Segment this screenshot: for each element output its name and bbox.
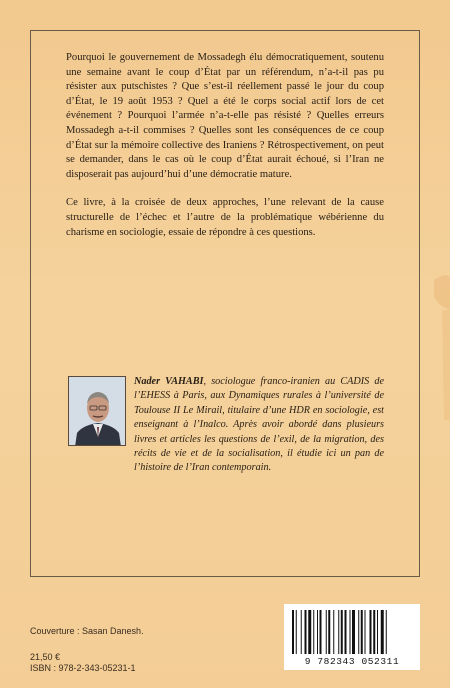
barcode-number: 9 782343 052311	[304, 656, 400, 667]
barcode	[284, 604, 420, 670]
price-isbn-block	[30, 652, 136, 674]
back-cover-blurb	[66, 51, 384, 254]
cover-credit: Couverture : Sasan Danesh.	[30, 626, 144, 636]
author-bio-text: , sociologue franco-iranien au CADIS de l’EHESS à Paris, aux Dynamiques rurales à l’université de Toulouse II Le Mirail, titulaire d’une HDR en sociologie, est enseignant à l’Inalco. Après avoir abordé dans plusieurs livres et articles les questions de l’exil, de la migration, des récits de vie et de la socialisation, il étudie ici un pan de l’histoire de l’Iran contemporain.	[134, 376, 384, 474]
author-photo	[68, 376, 126, 446]
decorative-column-icon	[420, 270, 450, 420]
author-bio	[134, 375, 384, 476]
author-name: Nader VAHABI	[134, 376, 204, 387]
author-portrait-image	[69, 377, 126, 446]
blurb-paragraph-1: Pourquoi le gouvernement de Mossadegh élu démocratiquement, soutenu une semaine avant le coup d’État par un référendum, n’a-t-il pas pu résister aux putschistes ? Que s’est-il réellement passé le jour du coup d’État, le 19 août 1953 ? Quel a été le corps social actif lors de cet événement ? Pourquoi l’armée n’a-t-elle pas résisté ? Quelles erreurs Mossadegh a-t-il commises ? Quelles sont les conséquences de ce coup d’État sur la mémoire collective des Iraniens ? Rétrospectivement, on peut se demander, dans le cas où le coup d’État aurait échoué, si l’Iran ne disposerait pas aujourd’hui d’une démocratie mature.	[66, 52, 384, 180]
isbn: ISBN : 978-2-343-05231-1	[30, 663, 136, 673]
price: 21,50 €	[30, 652, 61, 662]
barcode-bars-icon	[290, 610, 414, 654]
blurb-paragraph-2: Ce livre, à la croisée de deux approches, l’une relevant de la cause structurelle de l’échec et l’autre de la problématique wébérienne du charisme en sociologie, essaie de répondre à ces questions.	[66, 197, 384, 238]
